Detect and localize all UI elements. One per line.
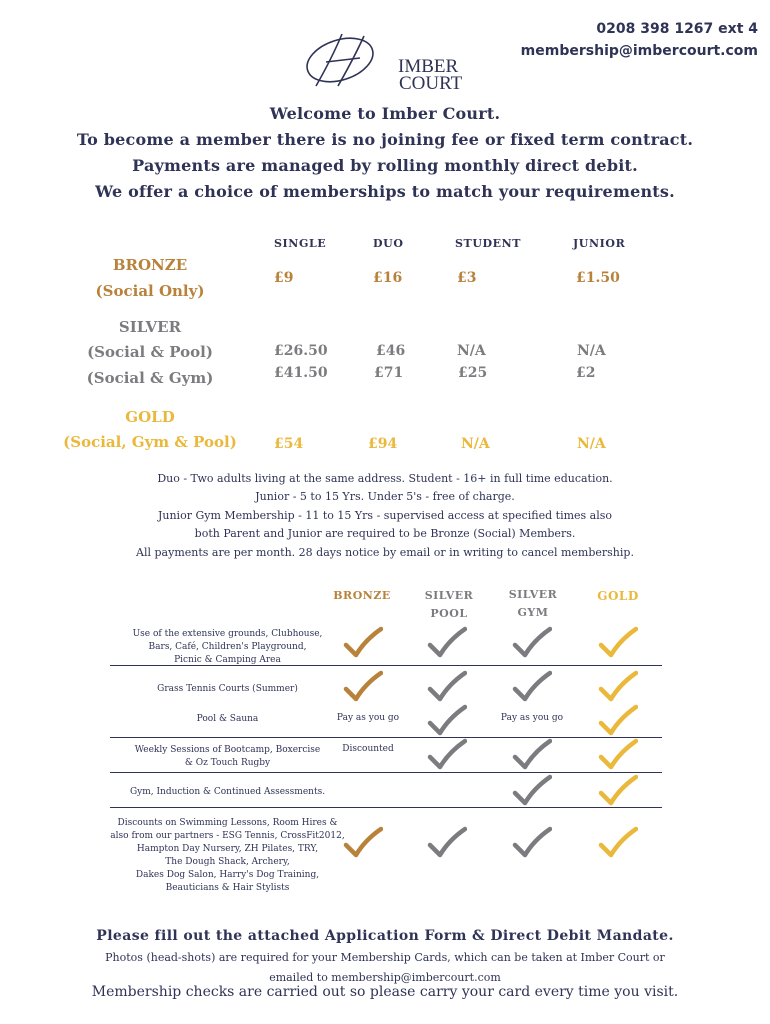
check-icon [512,826,552,860]
price-bronze-duo: £16 [373,270,403,286]
imber-court-logo [296,28,476,94]
price-silver-pool-junior: N/A [577,343,606,359]
col-single: SINGLE [274,237,327,250]
check-icon [512,626,552,660]
price-silver-gym-junior: £2 [576,365,596,381]
tier-silver-pool-sub: (Social & Pool) [87,343,213,361]
tier-silver: SILVER [118,318,182,336]
col-student: STUDENT [455,237,522,250]
intro-line-1: Welcome to Imber Court. [269,104,501,123]
intro-line-3: Payments are managed by rolling monthly direct debit. [132,156,638,175]
check-icon [598,626,638,660]
feature-bootcamp-l2: & Oz Touch Rugby [184,758,271,768]
check-icon [598,774,638,808]
feature-discounts-l5: Dakes Dog Salon, Harry's Dog Training, [135,870,320,880]
note-line-5: All payments are per month. 28 days notice by email or in writing to cancel membership. [136,545,634,559]
feature-discounts-l3: Hampton Day Nursery, ZH Pilates, TRY, [136,844,319,854]
price-silver-gym-duo: £71 [374,365,404,381]
feat-col-silver-gym [494,586,572,622]
price-silver-gym-student: £25 [458,365,488,381]
feature-tennis: Grass Tennis Courts (Summer) [157,684,298,694]
check-icon [598,738,638,772]
price-silver-pool-student: N/A [457,343,486,359]
price-silver-pool-single: £26.50 [274,343,328,359]
check-icon [512,738,552,772]
check-icon [598,670,638,704]
price-silver-gym-single: £41.50 [274,365,328,381]
feature-grounds [110,628,345,667]
intro-line-4: We offer a choice of memberships to match your requirements. [95,182,675,201]
check-icon [512,774,552,808]
check-icon [343,826,383,860]
intro-text [0,101,770,205]
feat-col-bronze: BRONZE [333,589,391,602]
intro-line-2: To become a member there is no joining fee or fixed term contract. [76,130,694,149]
feat-col-silver-pool-l1: SILVER [424,589,474,602]
check-icon [598,704,638,738]
feature-grounds-l3: Picnic & Camping Area [174,655,281,665]
feature-discounts-l6: Beauticians & Hair Stylists [165,883,290,893]
feature-grounds-l1: Use of the extensive grounds, Clubhouse, [132,629,323,639]
feat-col-silver-pool [410,587,488,623]
row-divider [110,737,662,738]
price-bronze-junior: £1.50 [576,270,620,286]
feature-pool: Pool & Sauna [196,714,259,724]
row-divider [110,665,662,666]
col-junior: JUNIOR [573,237,626,250]
price-bronze-single: £9 [274,270,294,286]
check-icon [427,826,467,860]
tier-gold: GOLD [125,408,175,426]
check-icon [427,670,467,704]
feature-discounts-l4: The Dough Shack, Archery, [165,857,290,867]
tier-silver-gym-sub: (Social & Gym) [86,369,214,387]
feature-bootcamp [110,744,345,770]
feat-col-silver-gym-l1: SILVER [508,588,558,601]
price-gold-duo: £94 [368,436,398,452]
price-gold-junior: N/A [577,436,606,452]
feature-grounds-l2: Bars, Café, Children's Playground, [148,642,307,652]
feat-col-gold: GOLD [597,589,639,603]
pool-silver-gym-payg: Pay as you go [500,713,564,723]
check-icon [427,738,467,772]
contact-info [521,18,758,62]
price-gold-student: N/A [461,436,490,452]
logo-word-court: COURT [399,73,463,94]
col-duo: DUO [373,237,404,250]
note-line-2: Junior - 5 to 15 Yrs. Under 5's - free of charge. [255,490,515,504]
photo-note-l2: emailed to membership@imbercourt.com [269,971,501,984]
feature-discounts-l2: also from our partners - ESG Tennis, CrossFit2012, [110,831,345,841]
tier-bronze-sub: (Social Only) [95,282,205,300]
tier-gold-sub: (Social, Gym & Pool) [63,433,237,451]
pool-bronze-payg: Pay as you go [336,713,400,723]
check-icon [598,826,638,860]
note-line-4: both Parent and Junior are required to be Bronze (Social) Members. [194,527,576,541]
check-icon [343,626,383,660]
check-icon [343,670,383,704]
price-silver-pool-duo: £46 [376,343,406,359]
photo-note [0,948,770,988]
note-line-3: Junior Gym Membership - 11 to 15 Yrs - supervised access at specified times also [157,508,613,522]
feature-bootcamp-l1: Weekly Sessions of Bootcamp, Boxercise [134,745,321,755]
tier-bronze: BRONZE [112,256,188,274]
check-icon [512,670,552,704]
logo-word-imber: IMBER [398,56,459,77]
feature-gym: Gym, Induction & Continued Assessments. [129,787,326,797]
row-divider [110,772,662,773]
check-icon [427,626,467,660]
phone-number: 0208 398 1267 ext 4 [596,21,758,37]
photo-note-l1: Photos (head-shots) are required for your Membership Cards, which can be taken at Imber Court or [105,951,665,964]
price-gold-single: £54 [274,436,304,452]
membership-notes [0,470,770,562]
price-bronze-student: £3 [457,270,477,286]
bootcamp-bronze-discounted: Discounted [342,744,394,754]
row-divider [110,807,662,808]
feature-discounts-l1: Discounts on Swimming Lessons, Room Hires & [117,818,338,828]
application-cta: Please fill out the attached Application Form & Direct Debit Mandate. [96,928,674,944]
note-line-1: Duo - Two adults living at the same address. Student - 16+ in full time education. [157,472,613,485]
feat-col-silver-pool-l2: POOL [430,607,468,620]
check-icon [427,704,467,738]
membership-checks-note: Membership checks are carried out so please carry your card every time you visit. [91,984,679,1000]
feature-discounts [110,817,345,895]
email-address: membership@imbercourt.com [520,43,758,59]
feat-col-silver-gym-l2: GYM [517,606,549,619]
